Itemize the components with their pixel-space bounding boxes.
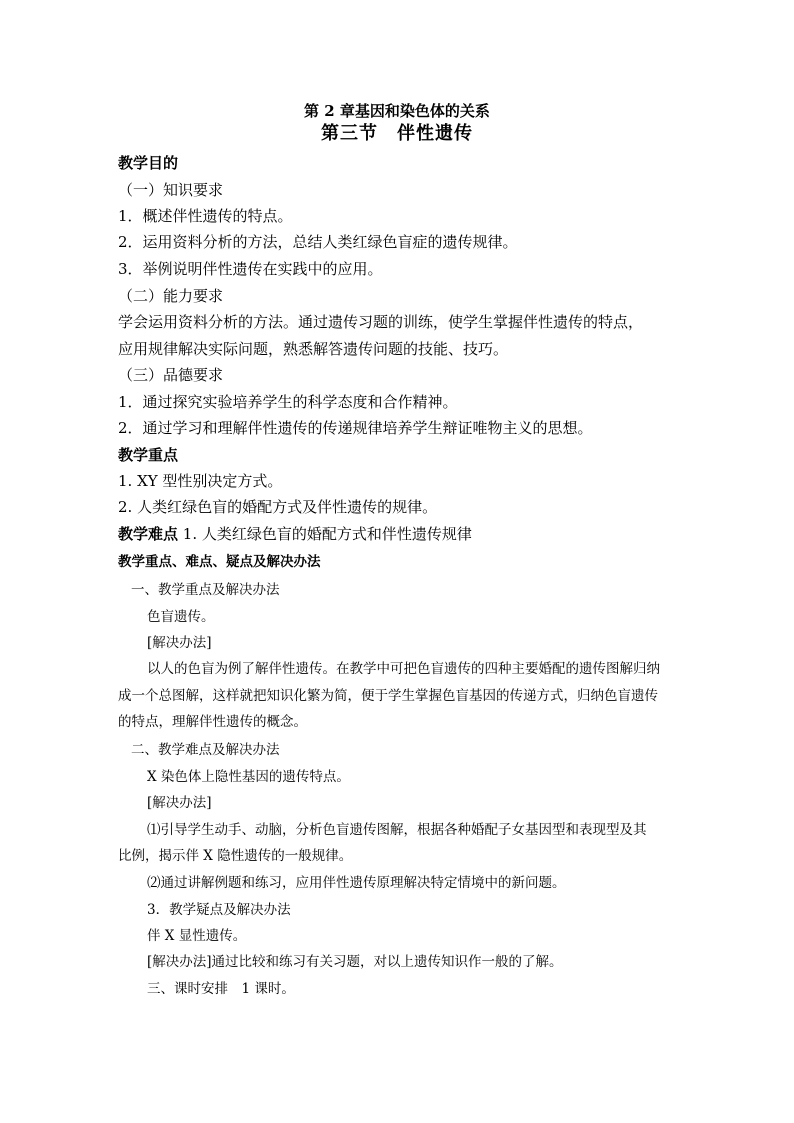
s3-method: [解决办法]通过比较和练习有关习题，对以上遗传知识作一般的了解。 xyxy=(147,954,563,970)
s1-item: 色盲遗传。 xyxy=(147,609,215,625)
moral-item: 1．通过探究实验培养学生的科学态度和合作精神。 xyxy=(118,393,458,411)
ability-line: 学会运用资料分析的方法。通过遗传习题的训练，使学生掌握伴性遗传的特点， xyxy=(118,313,644,331)
difficulty-text: 1. 人类红绿色盲的婚配方式和伴性遗传规律 xyxy=(178,525,472,543)
ability-heading: （二）能力要求 xyxy=(118,287,224,305)
s1-method-label: [解决办法] xyxy=(147,635,212,651)
knowledge-heading: （一）知识要求 xyxy=(118,181,224,199)
s2-method-line: ⑵通过讲解例题和练习，应用伴性遗传原理解决特定情境中的新问题。 xyxy=(147,875,566,891)
difficulty-heading: 教学难点 xyxy=(118,525,179,543)
s3-item: 伴 X 显性遗传。 xyxy=(147,928,247,944)
chapter-title: 第 2 章基因和染色体的关系 xyxy=(304,102,490,120)
section-title: 第三节 伴性遗传 xyxy=(321,123,473,144)
s1-method-line: 的特点，理解伴性遗传的概念。 xyxy=(118,714,307,730)
schedule: 三、课时安排 1 课时。 xyxy=(147,981,295,997)
objectives-heading: 教学目的 xyxy=(118,154,179,172)
s2-method-line: 比例，揭示伴 X 隐性遗传的一般规律。 xyxy=(118,848,353,864)
knowledge-item: 3．举例说明伴性遗传在实践中的应用。 xyxy=(118,260,383,278)
key-heading: 教学重点 xyxy=(118,446,179,464)
knowledge-item: 2．运用资料分析的方法，总结人类红绿色盲症的遗传规律。 xyxy=(118,233,518,251)
key-item: 2. 人类红绿色盲的婚配方式及伴性遗传的规律。 xyxy=(118,498,438,516)
knowledge-item: 1．概述伴性遗传的特点。 xyxy=(118,207,293,225)
s1-method-line: 以人的色盲为例了解伴性遗传。在教学中可把色盲遗传的四种主要婚配的遗传图解归纳 xyxy=(147,661,660,677)
key-item: 1. XY 型性别决定方式。 xyxy=(118,472,283,490)
s2-item: X 染色体上隐性基因的遗传特点。 xyxy=(147,769,350,785)
moral-item: 2．通过学习和理解伴性遗传的传递规律培养学生辩证唯物主义的思想。 xyxy=(118,419,593,437)
s2-heading: 二、教学难点及解决办法 xyxy=(131,742,280,758)
difficulty-line xyxy=(118,524,472,544)
s2-method-line: ⑴引导学生动手、动脑，分析色盲遗传图解，根据各种婚配子女基因型和表现型及其 xyxy=(147,822,647,838)
s3-heading: 3．教学疑点及解决办法 xyxy=(147,902,291,918)
moral-heading: （三）品德要求 xyxy=(118,366,224,384)
ability-line: 应用规律解决实际问题，熟悉解答遗传问题的技能、技巧。 xyxy=(118,340,509,358)
s2-method-label: [解决办法] xyxy=(147,795,212,811)
solutions-heading: 教学重点、难点、疑点及解决办法 xyxy=(118,554,321,570)
s1-heading: 一、教学重点及解决办法 xyxy=(131,582,280,598)
s1-method-line: 成一个总图解，这样就把知识化繁为简，便于学生掌握色盲基因的传递方式，归纳色盲遗传 xyxy=(118,688,658,704)
